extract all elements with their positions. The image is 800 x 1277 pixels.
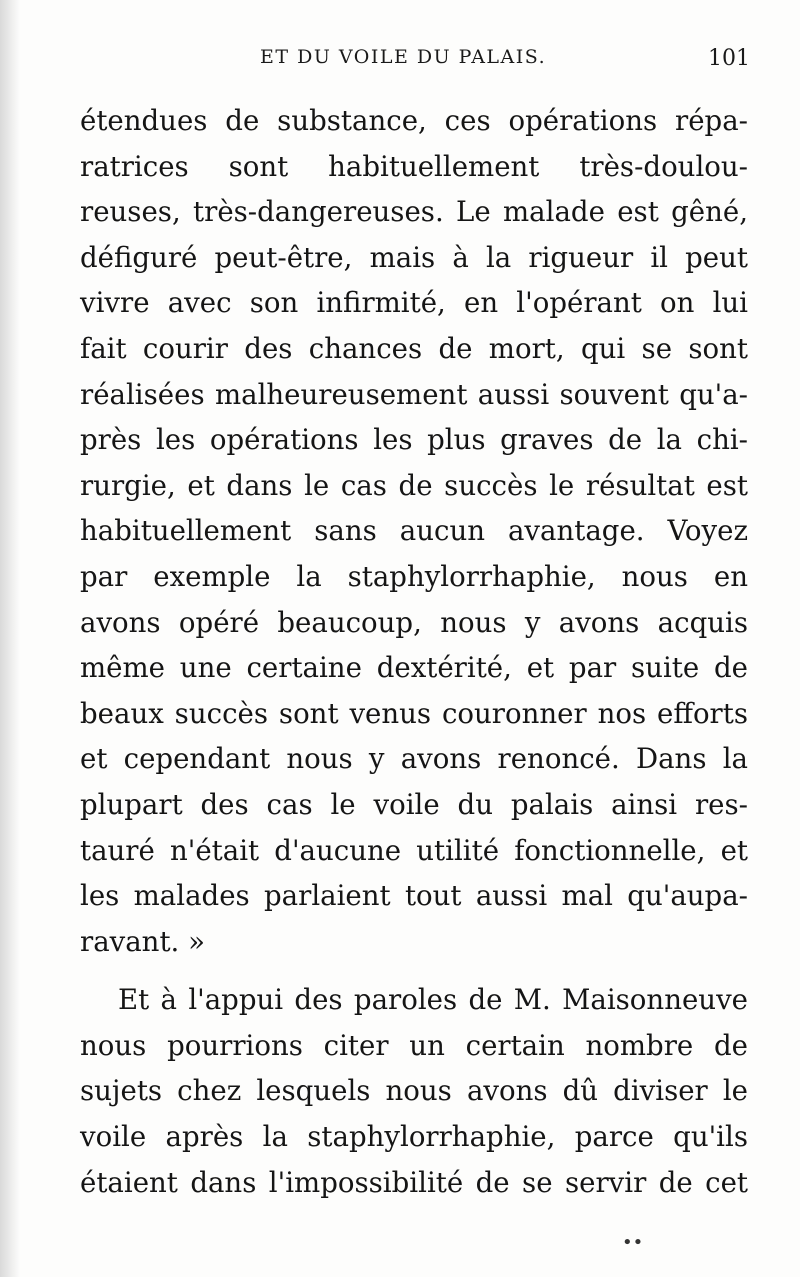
text-line: ratrices sont habituellement très-doulou- bbox=[80, 149, 748, 183]
body-text bbox=[80, 98, 748, 1205]
text-line: étaient dans l'impossibilité de se servir de cet bbox=[80, 1165, 748, 1199]
text-line: près les opérations les plus graves de la chi- bbox=[80, 423, 748, 457]
footer-mark: •• bbox=[622, 1232, 644, 1253]
text-line: nous pourrions citer un certain nombre de bbox=[80, 1028, 748, 1062]
text-line: avons opéré beaucoup, nous y avons acquis bbox=[80, 605, 748, 639]
text-line: reuses, très-dangereuses. Le malade est gêné, bbox=[80, 195, 748, 229]
text-line: les malades parlaient tout aussi mal qu'aupa- bbox=[80, 879, 748, 913]
text-line: tauré n'était d'aucune utilité fonctionnelle, et bbox=[80, 833, 748, 867]
text-line: réalisées malheureusement aussi souvent qu'a- bbox=[80, 377, 748, 411]
text-line: sujets chez lesquels nous avons dû diviser le bbox=[80, 1074, 748, 1108]
text-line: par exemple la staphylorrhaphie, nous en bbox=[80, 559, 748, 593]
text-line: et cependant nous y avons renoncé. Dans la bbox=[80, 742, 748, 776]
text-line: beaux succès sont venus couronner nos efforts bbox=[80, 696, 748, 730]
text-line: plupart des cas le voile du palais ainsi res- bbox=[80, 787, 748, 821]
page-header bbox=[260, 46, 750, 76]
text-line: étendues de substance, ces opérations répa- bbox=[80, 104, 748, 137]
text-line-paragraph-end: ravant. » bbox=[80, 924, 205, 958]
text-line: voile après la staphylorrhaphie, parce qu'ils bbox=[80, 1120, 748, 1154]
page-edge-shadow bbox=[0, 0, 20, 1277]
text-line: même une certaine dextérité, et par suite de bbox=[80, 651, 748, 685]
text-line: vivre avec son infirmité, en l'opérant on lui bbox=[80, 286, 748, 320]
text-line: fait courir des chances de mort, qui se sont bbox=[80, 331, 748, 365]
text-line-paragraph-start: Et à l'appui des paroles de M. Maisonneuve bbox=[118, 983, 748, 1017]
text-line: défiguré peut-être, mais à la rigueur il peut bbox=[80, 240, 748, 274]
text-line: rurgie, et dans le cas de succès le résultat est bbox=[80, 468, 748, 502]
running-head: ET DU VOILE DU PALAIS. bbox=[260, 46, 547, 68]
page-number: 101 bbox=[708, 46, 750, 71]
text-line: habituellement sans aucun avantage. Voyez bbox=[80, 514, 748, 548]
